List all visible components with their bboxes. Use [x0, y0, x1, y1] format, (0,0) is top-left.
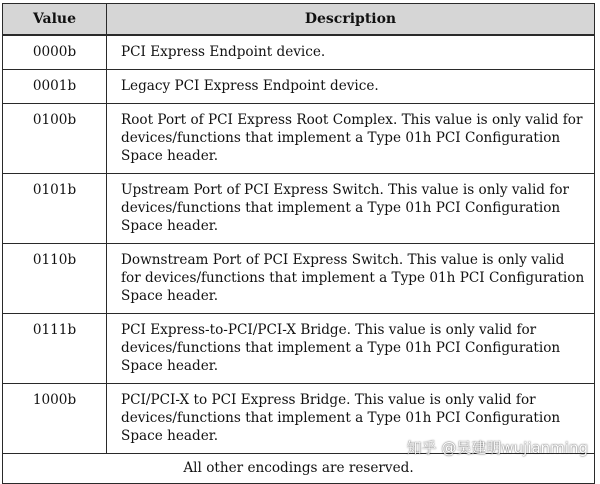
- watermark: 知乎 @吴建明wujianming: [406, 439, 588, 457]
- table-row: [3, 35, 595, 70]
- row-value: 1000b: [3, 384, 107, 454]
- row-description: PCI Express Endpoint device.: [107, 35, 595, 70]
- row-description: PCI/PCI-X to PCI Express Bridge. This value is only valid for devices/functions that implement a Type 01h PCI Configuration Space header.: [107, 384, 595, 454]
- table-header: [3, 4, 595, 36]
- row-value: 0110b: [3, 244, 107, 314]
- row-value: 0111b: [3, 314, 107, 384]
- row-description: PCI Express-to-PCI/PCI-X Bridge. This value is only valid for devices/functions that implement a Type 01h PCI Configuration Space header.: [107, 314, 595, 384]
- table-row: [3, 174, 595, 244]
- row-value: 0100b: [3, 104, 107, 174]
- row-description: Root Port of PCI Express Root Complex. This value is only valid for devices/functions that implement a Type 01h PCI Configuration Space header.: [107, 104, 595, 174]
- table-row: [3, 104, 595, 174]
- row-value: 0101b: [3, 174, 107, 244]
- header-value: Value: [3, 4, 107, 36]
- row-description: Downstream Port of PCI Express Switch. This value is only valid for devices/functions that implement a Type 01h PCI Configuration Space header.: [107, 244, 595, 314]
- table-row: [3, 244, 595, 314]
- table-row: [3, 70, 595, 104]
- row-value: 0001b: [3, 70, 107, 104]
- header-description: Description: [107, 4, 595, 36]
- encoding-table: [2, 3, 595, 484]
- row-description: Legacy PCI Express Endpoint device.: [107, 70, 595, 104]
- row-value: 0000b: [3, 35, 107, 70]
- header-row: [3, 4, 595, 36]
- row-description: Upstream Port of PCI Express Switch. This value is only valid for devices/functions that implement a Type 01h PCI Configuration Space header.: [107, 174, 595, 244]
- reserved-note: All other encodings are reserved.: [3, 454, 595, 484]
- table-body: [3, 35, 595, 484]
- table-row: [3, 314, 595, 384]
